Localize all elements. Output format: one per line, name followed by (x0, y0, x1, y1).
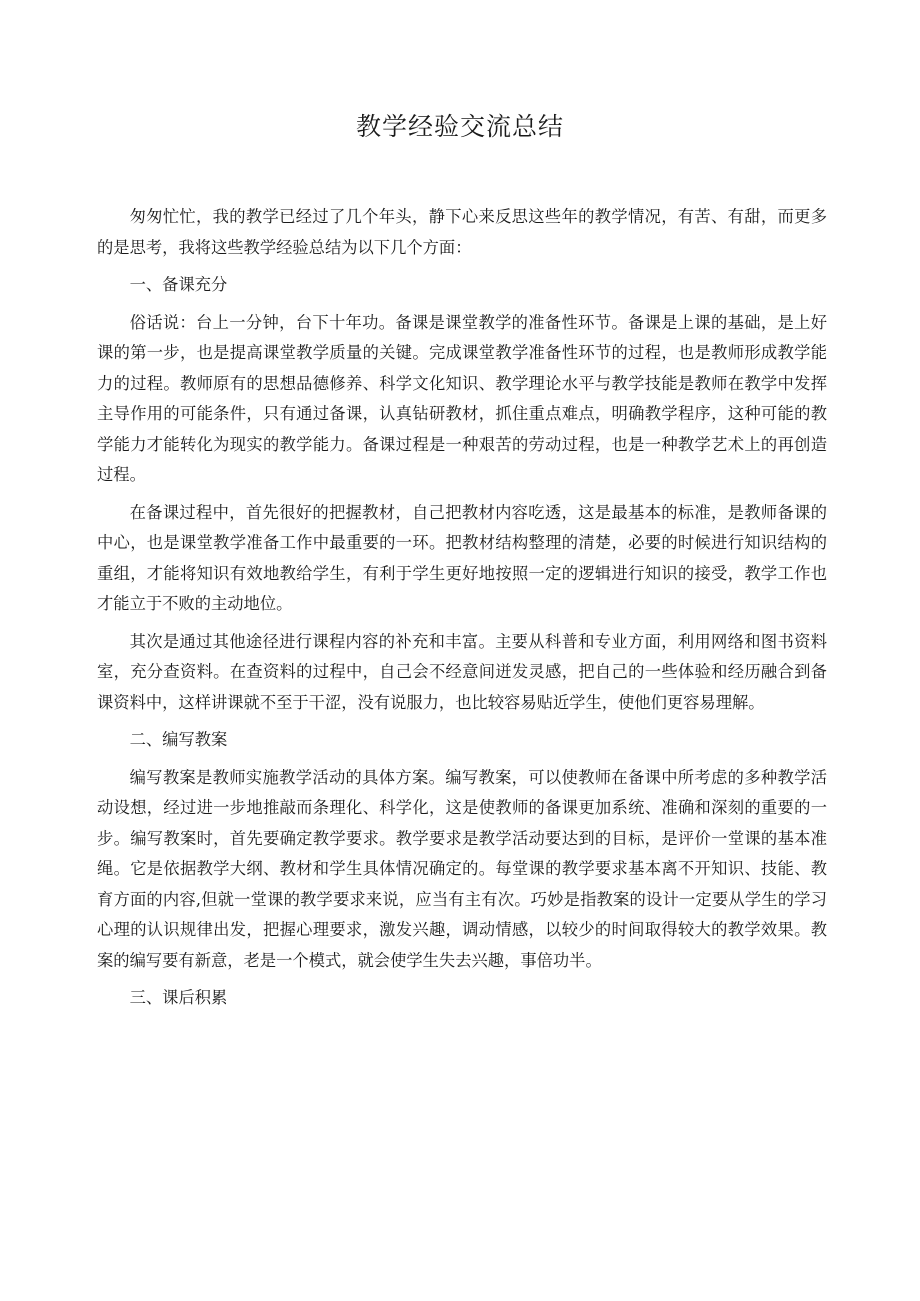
section-1-paragraph-3: 其次是通过其他途径进行课程内容的补充和丰富。主要从科普和专业方面，利用网络和图书资料室，充分查资料。在查资料的过程中，自己会不经意间迸发灵感，把自己的一些体验和经历融合到备课资料中，这样讲课就不至于干涩，没有说服力，也比较容易贴近学生，使他们更容易理解。 (97, 631, 827, 712)
document-title: 教学经验交流总结 (355, 112, 564, 141)
section-1-paragraph-1: 俗话说：台上一分钟，台下十年功。备课是课堂教学的准备性环节。备课是上课的基础，是上好课的第一步，也是提高课堂教学质量的关键。完成课堂教学准备性环节的过程，也是教师形成教学能力的过程。教师原有的思想品德修养、科学文化知识、教学理论水平与教学技能是教师在教学中发挥主导作用的可能条件，只有通过备课，认真钻研教材，抓住重点难点，明确教学程序，这种可能的教学能力才能转化为现实的教学能力。备课过程是一种艰苦的劳动过程，也是一种教学艺术上的再创造过程。 (97, 312, 827, 484)
section-heading-2: 二、编写教案 (129, 730, 228, 749)
section-heading-1: 一、备课充分 (129, 275, 228, 294)
section-2-paragraph-1: 编写教案是教师实施教学活动的具体方案。编写教案，可以使教师在备课中所考虑的多种教学活动设想，经过进一步地推敲而条理化、科学化，这是使教师的备课更加系统、准确和深刻的重要的一步。编写教案时，首先要确定教学要求。教学要求是教学活动要达到的目标，是评价一堂课的基本准绳。它是依据教学大纲、教材和学生具体情况确定的。每堂课的教学要求基本离不开知识、技能、教育方面的内容,但就一堂课的教学要求来说，应当有主有次。巧妙是指教案的设计一定要从学生的学习心理的认识规律出发，把握心理要求，激发兴趣，调动情感，以较少的时间取得较大的教学效果。教案的编写要有新意，老是一个模式，就会使学生失去兴趣，事倍功半。 (97, 767, 827, 970)
document-body (97, 202, 827, 1021)
section-heading-3: 三、课后积累 (129, 988, 228, 1007)
section-1-paragraph-2: 在备课过程中，首先很好的把握教材，自己把教材内容吃透，这是最基本的标准，是教师备课的中心，也是课堂教学准备工作中最重要的一环。把教材结构整理的清楚，必要的时候进行知识结构的重组，才能将知识有效地教给学生，有利于学生更好地按照一定的逻辑进行知识的接受，教学工作也才能立于不败的主动地位。 (97, 502, 827, 613)
intro-paragraph: 匆匆忙忙，我的教学已经过了几个年头，静下心来反思这些年的教学情况，有苦、有甜，而更多的是思考，我将这些教学经验总结为以下几个方面： (97, 207, 827, 257)
